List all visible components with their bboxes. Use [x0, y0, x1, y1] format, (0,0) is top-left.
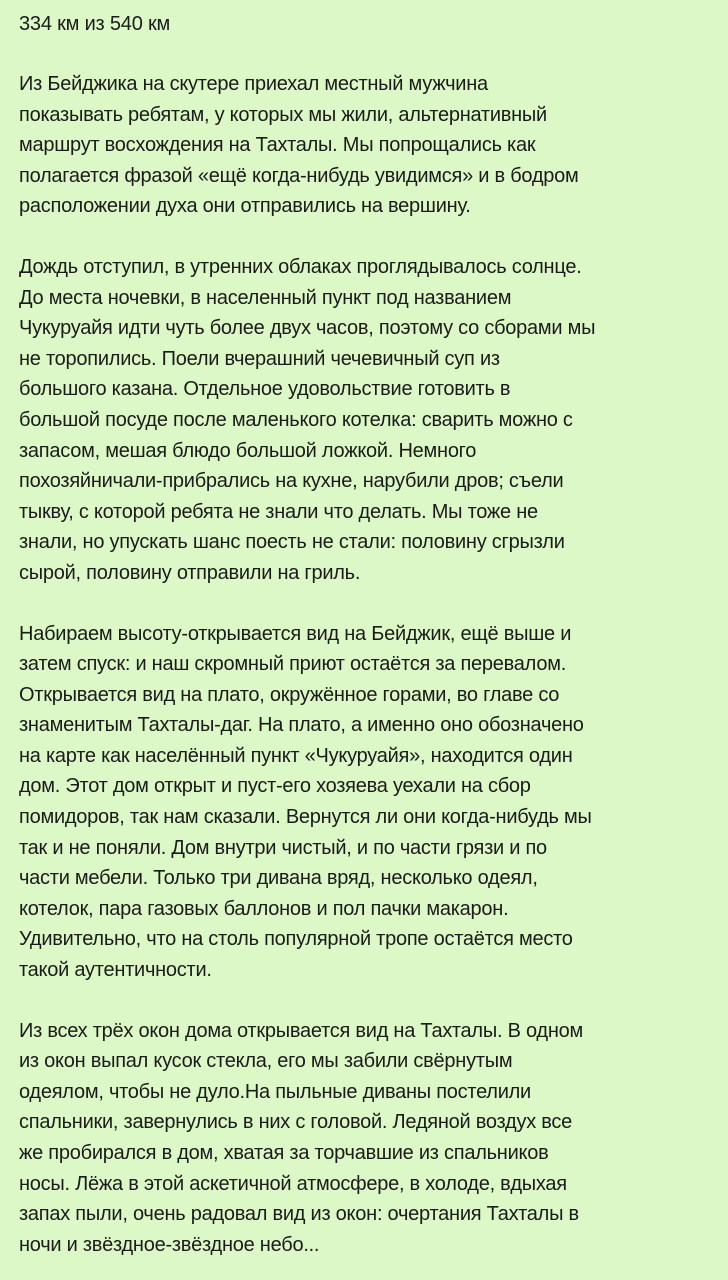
text-line: полагается фразой «ещё когда-нибудь увидимся» и в бодром [19, 164, 579, 187]
text-line: Удивительно, что на столь популярной тропе остаётся место [19, 928, 573, 951]
text-line: Чукуруайя идти чуть более двух часов, поэтому со сборами мы [19, 317, 596, 340]
text-line: на карте как населённый пункт «Чукуруайя», находится один [19, 744, 573, 767]
text-line: До места ночевки, в населенный пункт под названием [19, 286, 512, 309]
text-line: затем спуск: и наш скромный приют остаётся за перевалом. [19, 653, 567, 676]
text-line: ночи и звёздное-звёздное небо... [19, 1233, 320, 1256]
paragraph-3 [19, 619, 708, 986]
text-line: из окон выпал кусок стекла, его мы забили свёрнутым [19, 1050, 513, 1073]
text-line: показывать ребятам, у которых мы жили, альтернативный [19, 103, 547, 126]
paragraph-1 [19, 69, 708, 222]
text-line: части мебели. Только три дивана вряд, несколько одеял, [19, 867, 538, 890]
text-line: похозяйничали-прибрались на кухне, нарубили дров; съели [19, 470, 564, 493]
paragraph-4 [19, 1016, 708, 1261]
text-line: котелок, пара газовых баллонов и пол пачки макарон. [19, 897, 509, 920]
text-line: помидоров, так нам сказали. Вернутся ли они когда-нибудь мы [19, 806, 592, 829]
text-line: запах пыли, очень радовал вид из окон: очертания Тахталы в [19, 1203, 579, 1226]
text-line: одеялом, чтобы не дуло.На пыльные диваны постелили [19, 1080, 531, 1103]
text-line: сырой, половину отправили на гриль. [19, 561, 361, 584]
text-line: большой посуде после маленького котелка: сварить можно с [19, 408, 573, 431]
text-line: же пробирался в дом, хватая за торчавшие из спальников [19, 1142, 549, 1164]
paragraph-2 [19, 252, 708, 589]
text-line: не торопились. Поели вчерашний чечевичный суп из [19, 347, 500, 370]
text-line: знаменитым Тахталы-даг. На плато, а именно оно обозначено [19, 714, 584, 737]
text-line: знали, но упускать шанс поесть не стали: половину сгрызли [19, 531, 565, 554]
text-line: маршрут восхождения на Тахталы. Мы попрощались как [19, 134, 536, 157]
distance-counter: 334 км из 540 км [19, 13, 171, 35]
text-line: такой аутентичности. [19, 959, 212, 982]
text-line: расположении духа они отправились на вершину. [19, 195, 471, 218]
text-line: Дождь отступил, в утренних облаках проглядывалось солнце. [19, 255, 582, 278]
text-line: запасом, мешая блюдо большой ложкой. Немного [19, 439, 477, 462]
text-line: так и не поняли. Дом внутри чистый, и по части грязи и по [19, 836, 547, 859]
text-line: тыкву, с которой ребята не знали что делать. Мы тоже не [19, 500, 538, 523]
text-line: Открывается вид на плато, окружённое горами, во главе со [19, 683, 560, 706]
text-line: дом. Этот дом открыт и пуст-его хозяева уехали на сбор [19, 775, 531, 798]
text-line: спальники, завернулись в них с головой. Ледяной воздух все [19, 1111, 573, 1134]
text-line: большого казана. Отдельное удовольствие готовить в [19, 378, 511, 401]
text-line: Набираем высоту-открывается вид на Бейджик, ещё выше и [19, 622, 572, 645]
text-line: Из Бейджика на скутере приехал местный мужчина [19, 73, 488, 95]
text-line: Из всех трёх окон дома открывается вид на Тахталы. В одном [19, 1019, 583, 1042]
text-line: носы. Лёжа в этой аскетичной атмосфере, в холоде, вдыхая [19, 1172, 567, 1195]
